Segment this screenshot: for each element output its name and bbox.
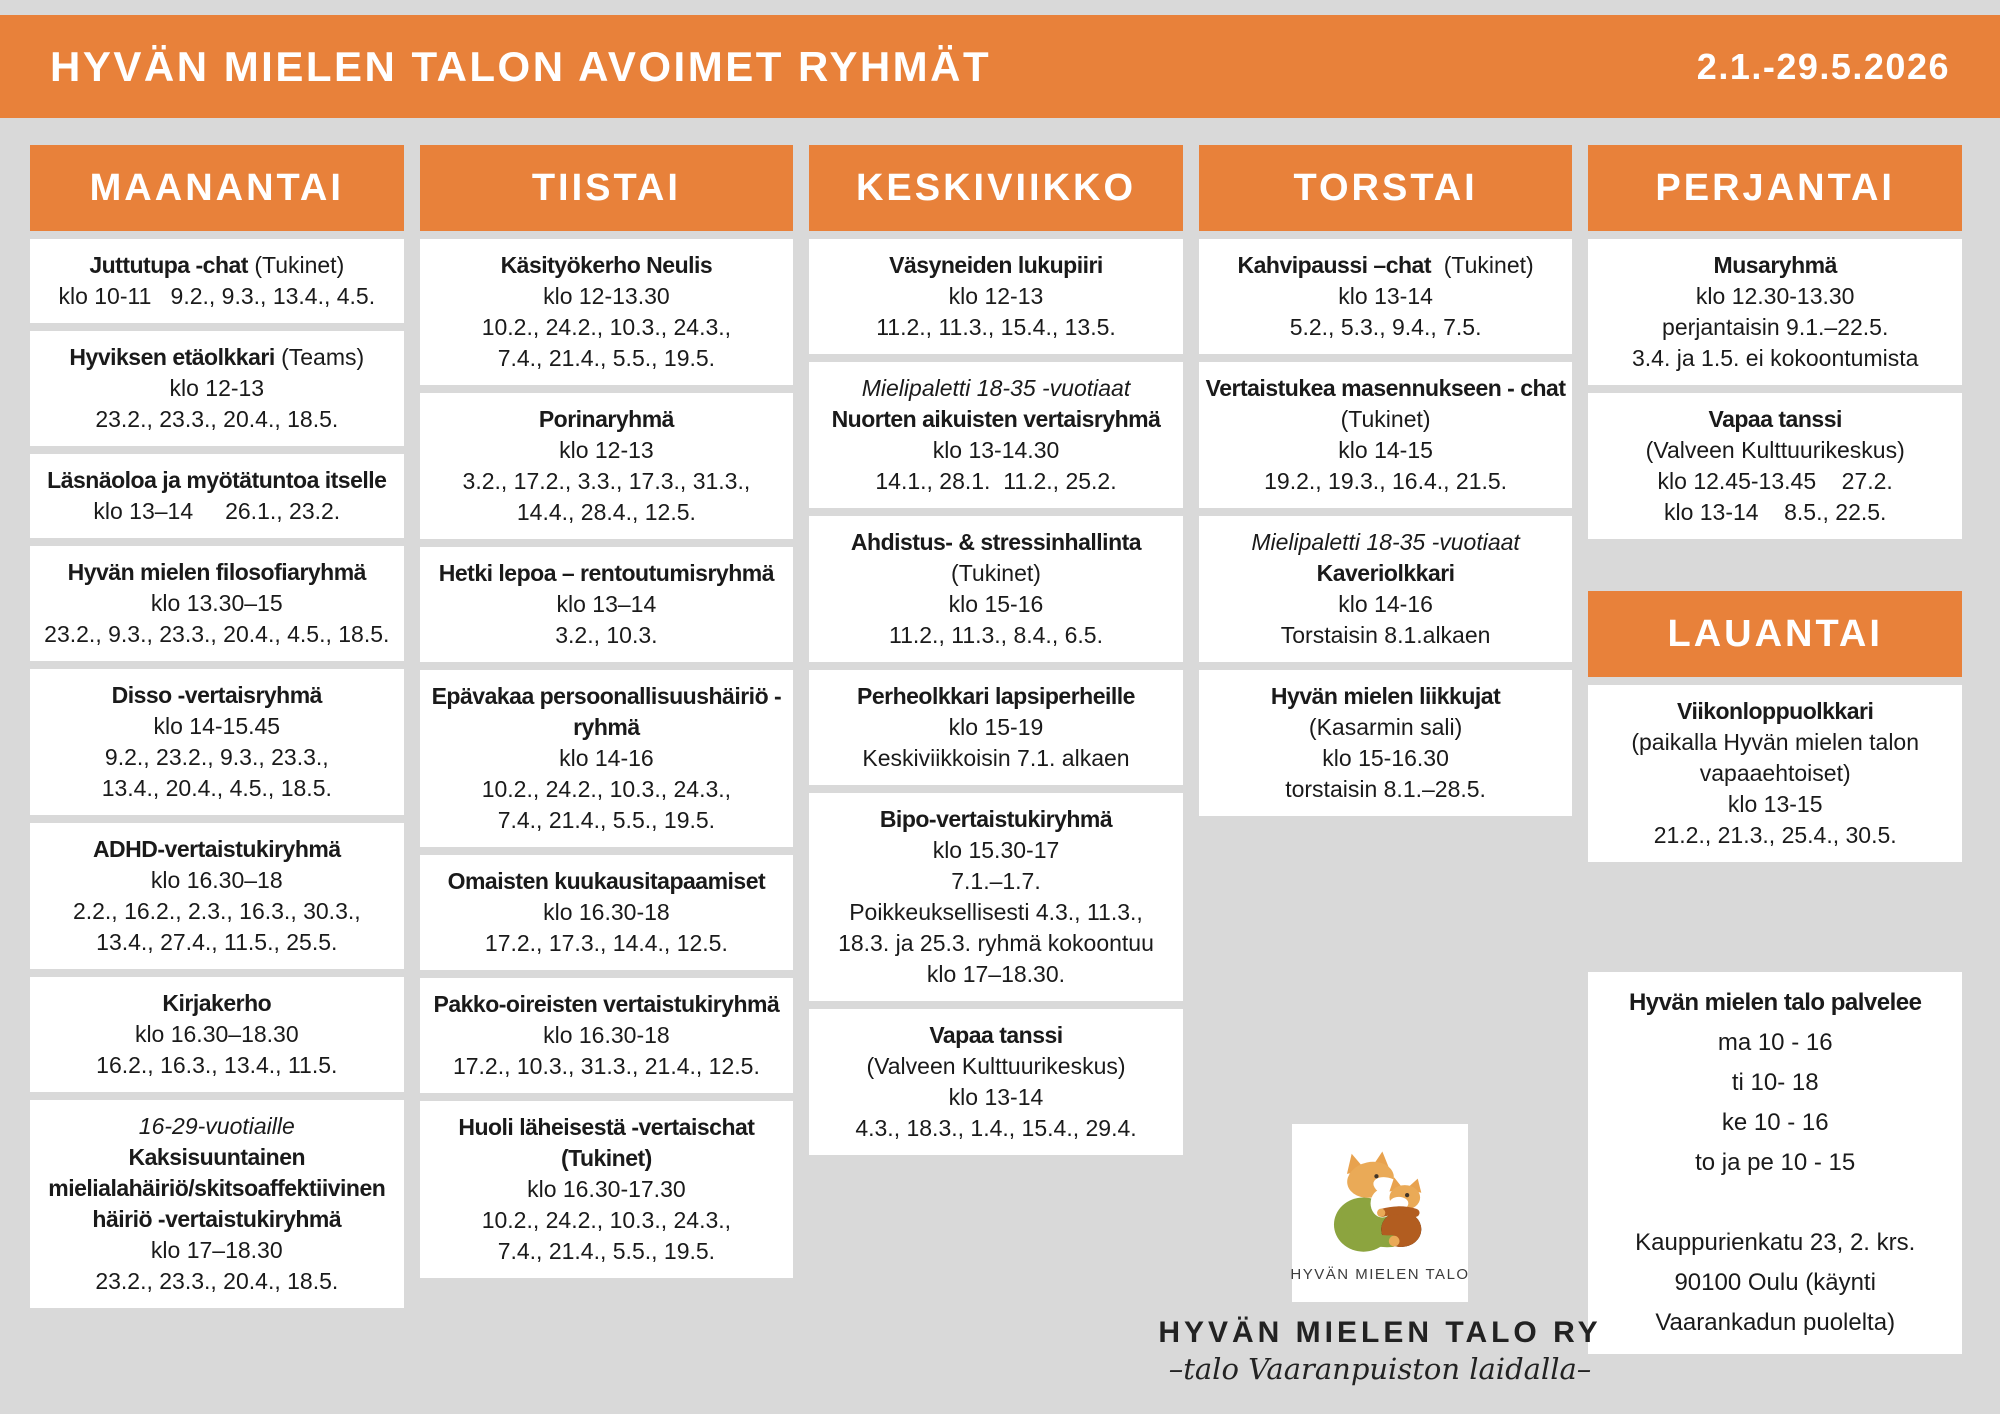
card-line	[36, 711, 398, 742]
event-detail-text: klo 13–14 26.1., 23.2.	[93, 498, 341, 524]
card-line	[815, 527, 1177, 558]
event-card	[30, 331, 404, 446]
event-detail-text: perjantaisin 9.1.–22.5.	[1662, 314, 1889, 340]
card-line	[1205, 743, 1567, 774]
day-column-keskiviikko	[809, 145, 1183, 1155]
event-detail-text: (Valveen Kulttuurikeskus)	[866, 1053, 1126, 1079]
event-detail-text: 4.3., 18.3., 1.4., 15.4., 29.4.	[855, 1115, 1137, 1141]
card-line	[815, 1020, 1177, 1051]
event-detail-text: klo 13-14 8.5., 22.5.	[1663, 499, 1887, 525]
card-line	[1594, 281, 1956, 312]
card-line	[815, 558, 1177, 589]
card-line	[1205, 435, 1567, 466]
card-line	[426, 928, 788, 959]
day-column-perjantai-lauantai	[1588, 145, 1962, 1354]
event-detail-text: 5.2., 5.3., 9.4., 7.5.	[1289, 314, 1482, 340]
event-card	[809, 362, 1183, 508]
card-line	[426, 343, 788, 374]
card-line	[426, 805, 788, 836]
event-title-text: Hyvän mielen talo palvelee	[1628, 989, 1922, 1016]
card-line	[426, 1051, 788, 1082]
event-title-text: Hyviksen etäolkkari	[69, 344, 275, 370]
event-detail-text: 7.4., 21.4., 5.5., 19.5.	[497, 345, 716, 371]
event-detail-text: klo 14-16	[559, 745, 654, 771]
event-detail-text: 10.2., 24.2., 10.3., 24.3.,	[481, 314, 732, 340]
day-column-tiistai	[420, 145, 794, 1278]
event-detail-text: klo 17–18.30	[150, 1237, 283, 1263]
event-card	[30, 977, 404, 1092]
event-audience-text: Mielipaletti 18-35 -vuotiaat	[1251, 529, 1520, 555]
card-line	[36, 619, 398, 650]
event-detail-text: 17.2., 17.3., 14.4., 12.5.	[484, 930, 728, 956]
event-detail-text: 3.2., 10.3.	[555, 622, 658, 648]
event-card	[1199, 516, 1573, 662]
card-line	[36, 773, 398, 804]
event-detail-text: (Tukinet)	[1430, 252, 1534, 278]
card-line	[1205, 373, 1579, 435]
card-line	[1205, 681, 1567, 712]
event-detail-text: klo 15-19	[948, 714, 1044, 740]
event-detail-text: klo 12-13	[948, 283, 1044, 309]
event-detail-text: klo 12-13	[169, 375, 265, 401]
card-line	[426, 866, 788, 897]
event-detail-text: klo 13-15	[1727, 791, 1823, 817]
card-line	[426, 312, 788, 343]
event-card	[420, 855, 794, 970]
event-title-text: Vapaa tanssi	[1708, 406, 1842, 432]
event-detail-text: 10.2., 24.2., 10.3., 24.3.,	[481, 776, 732, 802]
event-detail-text: 3.4. ja 1.5. ei kokoontumista	[1632, 345, 1919, 371]
event-title-text: Pakko-oireisten vertaistukiryhmä	[433, 991, 780, 1017]
card-line	[36, 988, 398, 1019]
org-name: HYVÄN MIELEN TALO RY	[1158, 1316, 1602, 1349]
card-line	[426, 466, 788, 497]
event-detail-text: klo 10-11 9.2., 9.3., 13.4., 4.5.	[58, 283, 376, 309]
card-line	[36, 281, 398, 312]
event-card	[420, 1101, 794, 1278]
card-line	[815, 620, 1177, 651]
event-title-text: Viikonloppuolkkari	[1677, 698, 1874, 724]
header-bar	[0, 15, 2000, 118]
event-detail-text: 9.2., 23.2., 9.3., 23.3.,	[104, 744, 329, 770]
event-title-text: Ahdistus- & stressinhallinta	[850, 529, 1142, 555]
card-line	[815, 681, 1177, 712]
logo-caption: HYVÄN MIELEN TALO	[1290, 1265, 1470, 1283]
event-title-text: Vapaa tanssi	[929, 1022, 1063, 1048]
event-title-text: Bipo-vertaistukiryhmä	[879, 806, 1113, 832]
card-line	[815, 281, 1177, 312]
event-card	[1588, 685, 1962, 862]
card-line	[36, 1050, 398, 1081]
event-detail-text: 13.4., 27.4., 11.5., 25.5.	[96, 929, 338, 955]
card-line	[1596, 1223, 1954, 1263]
card-line	[1594, 820, 1956, 851]
event-card	[30, 454, 404, 538]
card-line	[1594, 404, 1956, 435]
card-line	[1205, 558, 1567, 589]
logo-box	[1292, 1124, 1468, 1302]
event-detail-text: klo 16.30–18.30	[134, 1021, 299, 1047]
event-card	[809, 670, 1183, 785]
event-detail-text: 10.2., 24.2., 10.3., 24.3.,	[481, 1207, 732, 1233]
card-line	[36, 742, 398, 773]
event-detail-text: klo 16.30-18	[543, 899, 670, 925]
event-detail-text: 14.1., 28.1. 11.2., 25.2.	[875, 468, 1117, 494]
day-header	[1588, 145, 1962, 231]
event-detail-text: 7.1.–1.7.	[951, 868, 1041, 894]
event-detail-text: 11.2., 11.3., 8.4., 6.5.	[889, 622, 1103, 648]
event-title-text: Musaryhmä	[1713, 252, 1837, 278]
card-line	[1596, 1183, 1954, 1223]
event-card	[30, 546, 404, 661]
event-title-text: Kahvipaussi –chat	[1237, 252, 1431, 278]
event-title-text: Vertaistukea masennukseen - chat	[1205, 375, 1566, 401]
card-line	[1594, 250, 1956, 281]
card-line	[426, 897, 788, 928]
card-line	[1594, 466, 1956, 497]
event-detail-text: (Kasarmin sali)	[1308, 714, 1463, 740]
event-card	[420, 239, 794, 385]
card-line	[36, 1111, 398, 1142]
event-detail-text: (Tukinet)	[1340, 375, 1579, 432]
card-line	[815, 959, 1177, 990]
event-detail-text: klo 13.30–15	[150, 590, 283, 616]
card-line	[36, 865, 398, 896]
event-detail-text: 3.2., 17.2., 3.3., 17.3., 31.3.,	[462, 468, 751, 494]
schedule-grid	[30, 145, 1962, 1354]
event-title-text: Juttutupa -chat	[89, 252, 248, 278]
card-line	[1205, 312, 1567, 343]
card-line	[36, 588, 398, 619]
card-line	[1596, 1103, 1954, 1143]
day-header-label: TIISTAI	[531, 167, 681, 209]
card-line	[1596, 1303, 1954, 1343]
card-line	[36, 557, 398, 588]
event-detail-text: 13.4., 20.4., 4.5., 18.5.	[101, 775, 332, 801]
card-line	[1594, 312, 1956, 343]
card-line	[1596, 1023, 1954, 1063]
event-card	[1199, 239, 1573, 354]
card-line	[815, 712, 1177, 743]
day-header	[420, 145, 794, 231]
card-line	[426, 589, 788, 620]
card-line	[815, 866, 1177, 897]
event-detail-text: klo 16.30-17.30	[527, 1176, 686, 1202]
card-line	[426, 435, 788, 466]
event-detail-text: 16.2., 16.3., 13.4., 11.5.	[96, 1052, 338, 1078]
event-detail-text: 7.4., 21.4., 5.5., 19.5.	[497, 1238, 716, 1264]
event-detail-text: klo 13-14	[1338, 283, 1433, 309]
event-title-text: Käsityökerho Neulis	[500, 252, 713, 278]
event-detail-text: Keskiviikkoisin 7.1. alkaen	[862, 745, 1130, 771]
card-line	[426, 1205, 788, 1236]
event-title-text: Kirjakerho	[162, 990, 272, 1016]
event-title-text: Kaveriolkkari	[1316, 560, 1455, 586]
card-line	[36, 250, 398, 281]
card-line	[1594, 497, 1956, 528]
event-card	[420, 670, 794, 847]
event-title-text: Kaksisuuntainen mielialahäiriö/skitsoaffektiivinen häiriö -vertaistukiryhmä	[48, 1144, 392, 1232]
event-audience-text: Mielipaletti 18-35 -vuotiaat	[861, 375, 1131, 401]
event-detail-text: klo 17–18.30.	[926, 961, 1066, 987]
org-tagline: –talo Vaaranpuiston laidalla–	[1168, 1352, 1592, 1386]
day-header-label: MAANANTAI	[89, 167, 344, 209]
card-line	[36, 927, 398, 958]
card-line	[815, 312, 1177, 343]
event-detail-text: (Teams)	[274, 344, 365, 370]
event-detail-text: (paikalla Hyvän mielen talon vapaaehtoiset)	[1631, 729, 1926, 786]
event-detail-text: klo 16.30–18	[150, 867, 283, 893]
event-detail-text: 17.2., 10.3., 31.3., 21.4., 12.5.	[452, 1053, 760, 1079]
card-line	[1594, 727, 1956, 789]
day-header-label: PERJANTAI	[1655, 167, 1895, 209]
event-card	[30, 823, 404, 969]
event-detail-text: ke 10 - 16	[1721, 1109, 1829, 1136]
card-line	[426, 1112, 788, 1174]
card-line	[426, 281, 788, 312]
event-detail-text: Poikkeuksellisesti 4.3., 11.3.,	[849, 899, 1143, 925]
card-line	[815, 250, 1177, 281]
card-line	[1205, 250, 1567, 281]
card-line	[815, 1082, 1177, 1113]
event-title-text: Hyvän mielen liikkujat	[1270, 683, 1501, 709]
event-detail-text: klo 13-14.30	[932, 437, 1060, 463]
card-line	[426, 681, 788, 743]
card-line	[1594, 696, 1956, 727]
event-detail-text: ma 10 - 16	[1717, 1029, 1833, 1056]
page-title: HYVÄN MIELEN TALON AVOIMET RYHMÄT	[50, 42, 992, 90]
event-card	[1588, 393, 1962, 539]
event-detail-text: klo 15.30-17	[932, 837, 1060, 863]
event-title-text: Omaisten kuukausitapaamiset	[447, 868, 766, 894]
event-detail-text: klo 14-15.45	[153, 713, 281, 739]
event-card	[1199, 670, 1573, 816]
card-line	[815, 804, 1177, 835]
event-detail-text: klo 15-16	[948, 591, 1044, 617]
card-line	[36, 1266, 398, 1297]
card-line	[426, 1020, 788, 1051]
event-detail-text: klo 14-15	[1338, 437, 1433, 463]
event-detail-text: (Valveen Kulttuurikeskus)	[1645, 437, 1905, 463]
event-detail-text: (Tukinet)	[247, 252, 345, 278]
event-card	[1588, 972, 1962, 1354]
card-line	[36, 1142, 398, 1235]
card-line	[36, 1019, 398, 1050]
event-title-text: Epävakaa persoonallisuushäiriö -ryhmä	[431, 683, 782, 740]
event-card	[809, 1009, 1183, 1155]
card-line	[1205, 712, 1567, 743]
day-header	[1199, 145, 1573, 231]
card-line	[1596, 1143, 1954, 1183]
card-line	[426, 620, 788, 651]
card-line	[815, 743, 1177, 774]
card-line	[36, 496, 398, 527]
event-detail-text: klo 12-13.30	[543, 283, 670, 309]
card-line	[36, 373, 398, 404]
day-header-label: LAUANTAI	[1667, 613, 1883, 655]
card-line	[36, 465, 398, 496]
card-line	[815, 589, 1177, 620]
event-detail-text: Kauppurienkatu 23, 2. krs.	[1635, 1229, 1916, 1256]
date-range: 2.1.-29.5.2026	[1696, 45, 1950, 87]
event-card	[420, 547, 794, 662]
event-card	[1588, 239, 1962, 385]
card-line	[815, 1051, 1177, 1082]
event-title-text: Disso -vertaisryhmä	[111, 682, 322, 708]
card-line	[815, 466, 1177, 497]
card-line	[1205, 589, 1567, 620]
event-title-text: Hetki lepoa – rentoutumisryhmä	[438, 560, 774, 586]
event-card	[809, 793, 1183, 1001]
event-detail-text: 23.2., 23.3., 20.4., 18.5.	[95, 1268, 339, 1294]
card-line	[36, 896, 398, 927]
card-line	[815, 404, 1177, 435]
card-line	[426, 558, 788, 589]
event-detail-text: 7.4., 21.4., 5.5., 19.5.	[497, 807, 716, 833]
event-card	[420, 978, 794, 1093]
event-card	[1199, 362, 1579, 508]
event-card	[30, 239, 404, 323]
event-card	[420, 393, 794, 539]
event-detail-text: ti 10- 18	[1731, 1069, 1819, 1096]
event-card	[30, 1100, 404, 1308]
event-detail-text: klo 12.45-13.45 27.2.	[1657, 468, 1893, 494]
card-line	[1594, 435, 1956, 466]
card-line	[1205, 527, 1567, 558]
card-line	[426, 250, 788, 281]
day-header-label: KESKIVIIKKO	[855, 167, 1137, 209]
card-line	[426, 743, 788, 774]
card-line	[36, 834, 398, 865]
day-column-maanantai	[30, 145, 404, 1308]
card-line	[1205, 281, 1567, 312]
event-title-text: Läsnäoloa ja myötätuntoa itselle	[47, 467, 387, 493]
card-line	[1205, 774, 1567, 805]
event-detail-text: Vaarankadun puolelta)	[1655, 1309, 1896, 1336]
event-title-text: Huoli läheisestä -vertaischat (Tukinet)	[458, 1114, 761, 1171]
event-detail-text: klo 12.30-13.30	[1695, 283, 1855, 309]
event-card	[809, 516, 1183, 662]
day-header	[1588, 591, 1962, 677]
card-line	[1205, 620, 1567, 651]
event-card	[30, 669, 404, 815]
card-line	[36, 680, 398, 711]
event-detail-text: Torstaisin 8.1.alkaen	[1280, 622, 1491, 648]
day-header	[809, 145, 1183, 231]
card-line	[36, 404, 398, 435]
event-detail-text: (Tukinet)	[951, 560, 1041, 586]
card-line	[36, 1235, 398, 1266]
card-line	[426, 1236, 788, 1267]
event-detail-text: 23.2., 9.3., 23.3., 20.4., 4.5., 18.5.	[44, 621, 390, 647]
card-line	[426, 1174, 788, 1205]
footer-logo-block	[1145, 1124, 1615, 1386]
card-line	[815, 897, 1177, 928]
event-detail-text: klo 13-14	[948, 1084, 1044, 1110]
event-detail-text: 21.2., 21.3., 25.4., 30.5.	[1653, 822, 1897, 848]
card-line	[1594, 343, 1956, 374]
event-title-text: Porinaryhmä	[538, 406, 674, 432]
card-line	[1205, 466, 1567, 497]
card-line	[815, 1113, 1177, 1144]
card-line	[815, 928, 1177, 959]
event-detail-text: klo 12-13	[559, 437, 654, 463]
event-title-text: Hyvän mielen filosofiaryhmä	[67, 559, 366, 585]
card-line	[815, 435, 1177, 466]
event-detail-text: klo 15-16.30	[1322, 745, 1449, 771]
event-detail-text: 19.2., 19.3., 16.4., 21.5.	[1264, 468, 1508, 494]
day-column-torstai	[1199, 145, 1579, 816]
event-title-text: Väsyneiden lukupiiri	[889, 252, 1103, 278]
event-detail-text: 14.4., 28.4., 12.5.	[516, 499, 696, 525]
card-line	[1594, 789, 1956, 820]
event-detail-text: torstaisin 8.1.–28.5.	[1285, 776, 1486, 802]
event-detail-text: 2.2., 16.2., 2.3., 16.3., 30.3.,	[72, 898, 361, 924]
day-header-label: TORSTAI	[1293, 167, 1478, 209]
event-audience-text: 16-29-vuotiaille	[138, 1113, 295, 1139]
foxes-hugging-icon	[1321, 1142, 1439, 1260]
card-line	[815, 835, 1177, 866]
card-line	[1596, 1063, 1954, 1103]
card-line	[426, 404, 788, 435]
card-line	[1596, 983, 1954, 1023]
event-detail-text: klo 14-16	[1338, 591, 1433, 617]
event-detail-text: klo 13–14	[556, 591, 657, 617]
event-detail-text: 90100 Oulu (käynti	[1674, 1269, 1876, 1296]
event-title-text: ADHD-vertaistukiryhmä	[92, 836, 341, 862]
event-detail-text: 11.2., 11.3., 15.4., 13.5.	[876, 314, 1116, 340]
card-line	[36, 342, 398, 373]
event-title-text: Perheolkkari lapsiperheille	[857, 683, 1135, 709]
card-line	[426, 774, 788, 805]
event-detail-text: 18.3. ja 25.3. ryhmä kokoontuu	[838, 930, 1154, 956]
event-detail-text: to ja pe 10 - 15	[1695, 1149, 1856, 1176]
card-line	[815, 373, 1177, 404]
event-title-text: Nuorten aikuisten vertaisryhmä	[831, 406, 1161, 432]
day-header	[30, 145, 404, 231]
card-line	[1596, 1263, 1954, 1303]
event-detail-text: 23.2., 23.3., 20.4., 18.5.	[95, 406, 339, 432]
card-line	[426, 497, 788, 528]
event-detail-text: klo 16.30-18	[543, 1022, 670, 1048]
event-card	[809, 239, 1183, 354]
event-detail-text	[1772, 1189, 1779, 1216]
card-line	[426, 989, 788, 1020]
